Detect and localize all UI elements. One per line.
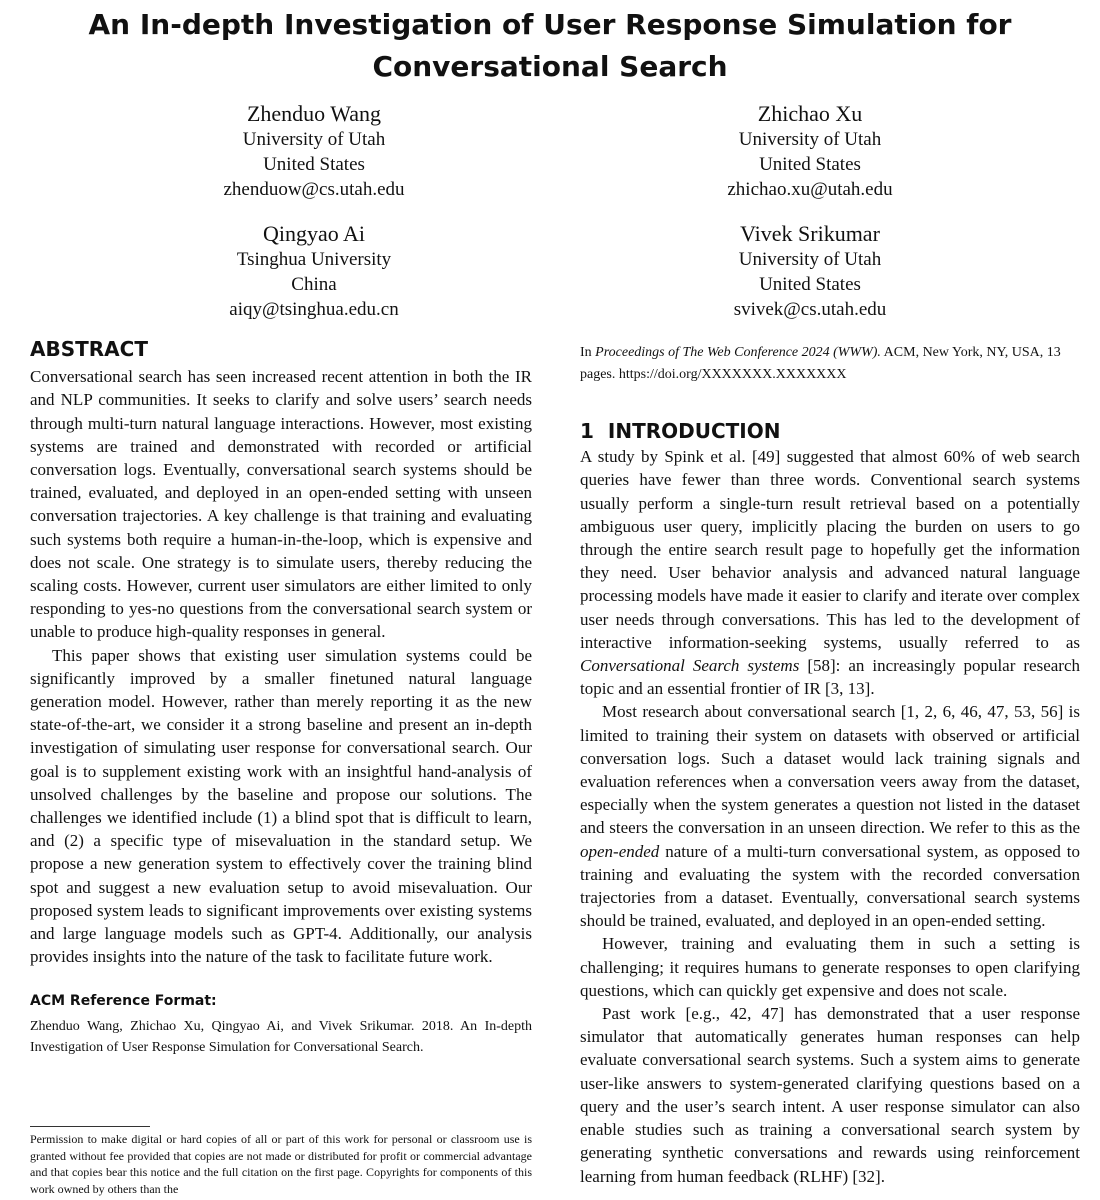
author-block [114, 100, 514, 202]
author-name: Zhichao Xu [757, 101, 863, 126]
section-number: 1 [580, 419, 594, 443]
author-block [610, 100, 1010, 202]
author-affiliation: Tsinghua University [236, 249, 392, 270]
left-column [30, 338, 532, 1058]
author-affiliation: University of Utah [738, 129, 882, 150]
author-name: Vivek Srikumar [740, 221, 880, 246]
author-country: United States [263, 154, 365, 175]
proceedings-venue: Proceedings of The Web Conference 2024 (WWW). [595, 345, 881, 360]
intro-text: nature of a multi-turn conversational system, as opposed to training and evaluating the system with the recorded conversation trajectories from a dataset. Eventually, conversational search systems should be trained, evaluated, and deployed in an open-ended setting. [580, 841, 1080, 931]
author-affiliation: University of Utah [242, 129, 386, 150]
intro-paragraph: However, training and evaluating them in such a setting is challenging; it requires humans to generate responses to open clarifying questions, which can quickly get expensive and does not scale. [580, 934, 1080, 1000]
acm-reference-text: Zhenduo Wang, Zhichao Xu, Qingyao Ai, and Vivek Srikumar. 2018. An In-depth Investigation of User Response Simulation for Conversational Search. [30, 1018, 532, 1055]
intro-paragraph: Past work [e.g., 42, 47] has demonstrated that a user response simulator that automatically generates human responses can help evaluate conversational search systems. Such a system aims to generate user-like answers to system-generated clarifying questions based on a query and the user’s search intent. A user response simulator can also enable studies such as training a conversational search system by generating synthetic conversations and rewards using reinforcement learning from human feedback (RLHF) [32]. [580, 1004, 1080, 1186]
author-block [610, 220, 1010, 322]
intro-emphasis: open-ended [580, 841, 660, 861]
author-country: United States [759, 154, 861, 175]
section-heading [580, 420, 1080, 443]
author-name: Zhenduo Wang [246, 101, 382, 126]
proceedings-info [580, 342, 1080, 386]
author-email: zhichao.xu@utah.edu [727, 179, 893, 200]
section-title: INTRODUCTION [607, 419, 781, 443]
acm-reference-heading: ACM Reference Format: [30, 993, 217, 1010]
paper-title: An In-depth Investigation of User Response Simulation for Conversational Search [88, 8, 1012, 83]
proceedings-prefix: In [580, 345, 592, 360]
author-block [114, 220, 514, 322]
right-column [580, 420, 1080, 1188]
author-email: aiqy@tsinghua.edu.cn [229, 299, 399, 320]
intro-emphasis: Conversational Search systems [580, 656, 800, 676]
intro-paragraph [580, 700, 1080, 932]
author-email: svivek@cs.utah.edu [733, 299, 887, 320]
author-name: Qingyao Ai [262, 221, 366, 246]
author-email: zhenduow@cs.utah.edu [223, 179, 405, 200]
intro-text: A study by Spink et al. [49] suggested that almost 60% of web search queries have fewer than three words. Conventional search systems usually perform a single-turn result retrieval based on a potentially ambiguous user query, implicitly placing the burden on users to go through the entire search result page to hopefully get the information they need. User behavior analysis and advanced natural language processing models have made it easier to clarify and iterate over complex user needs through conversations. This has led to the development of interactive information-seeking systems, usually referred to as [580, 447, 1080, 652]
intro-text: Most research about conversational search [1, 2, 6, 46, 47, 53, 56] is limited to training their system on datasets with observed or artificial conversation logs. Such a dataset would lack training signals and evaluation references when a conversation veers away from the dataset, especially when the system generates a question not listed in the dataset and steers the conversation in an unseen direction. We refer to this as the [580, 702, 1080, 838]
permission-notice: Permission to make digital or hard copies of all or part of this work for personal or classroom use is granted without fee provided that copies are not made or distributed for profit or commercial advantage and that copies bear this notice and the full citation on the first page. Copyrights for components of this work owned by others than the [30, 1132, 532, 1196]
author-affiliation: University of Utah [738, 249, 882, 270]
abstract-paragraph: Conversational search has seen increased recent attention in both the IR and NLP communities. It seeks to clarify and solve users’ search needs through multi-turn natural language interactions. However, most existing systems are trained and demonstrated with recorded or artificial conversation logs. Eventually, conversational search systems should be trained, evaluated, and deployed in an open-ended setting with unseen conversation trajectories. A key challenge is that training and evaluating such systems both require a human-in-the-loop, which is expensive and does not scale. One strategy is to simulate users, thereby reducing the scaling costs. However, current user simulators are either limited to only responding to yes-no questions from the conversational search system or unable to produce high-quality responses in general. [30, 367, 532, 642]
proceedings-suffix: ACM, New York, NY, USA, 13 pages. https://doi.org/XXXXXXX.XXXXXXX [580, 345, 1061, 382]
abstract-heading: ABSTRACT [30, 337, 148, 361]
footnote-divider [30, 1126, 150, 1127]
intro-paragraph [580, 445, 1080, 700]
abstract-paragraph: This paper shows that existing user simulation systems could be significantly improved by a smaller finetuned natural language generation model. However, rather than merely reporting it as the new state-of-the-art, we consider it a strong baseline and present an in-depth investigation of simulating user response for conversational search. Our goal is to supplement existing work with an insightful hand-analysis of unsolved challenges by the baseline and propose our solutions. The challenges we identified include (1) a blind spot that is difficult to learn, and (2) a specific type of misevaluation in the standard setup. We propose a new generation system to effectively cover the training blind spot and suggest a new evaluation setup to avoid misevaluation. Our proposed system leads to significant improvements over existing systems and large language models such as GPT-4. Additionally, our analysis provides insights into the nature of the task to facilitate future work. [30, 645, 532, 967]
intro-text: [58]: an increasingly popular research topic and an essential frontier of IR [3, 13]. [580, 656, 1080, 699]
author-country: China [291, 274, 337, 295]
author-country: United States [759, 274, 861, 295]
